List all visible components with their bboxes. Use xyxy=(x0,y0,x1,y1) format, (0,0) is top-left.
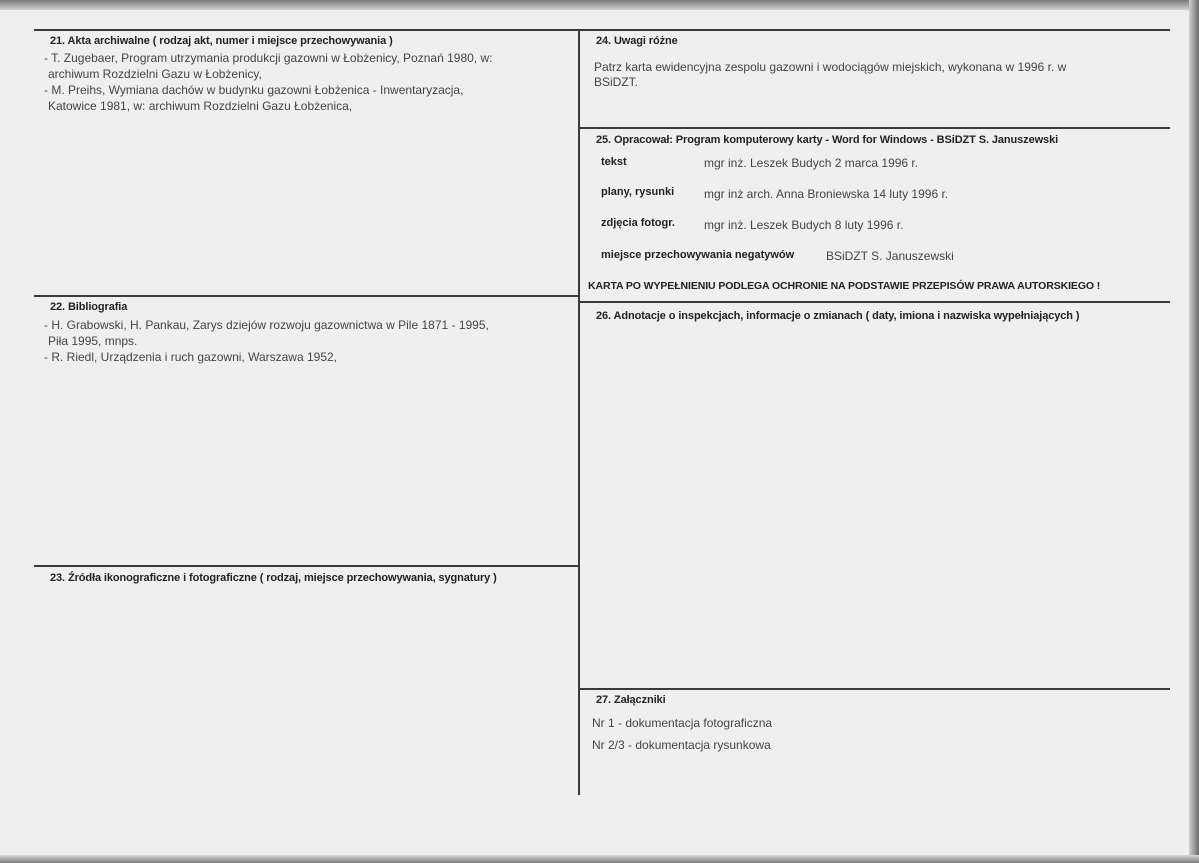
row-value-photos: mgr inż. Leszek Budych 8 luty 1996 r. xyxy=(704,218,904,232)
row-label-photos: zdjęcia fotogr. xyxy=(601,217,675,229)
rule-21-22 xyxy=(34,295,579,297)
section-27-title: 27. Załączniki xyxy=(596,694,666,706)
bibliography-line: Piła 1995, mnps. xyxy=(48,334,138,348)
rule-24-25 xyxy=(579,127,1170,129)
rule-center xyxy=(578,29,580,795)
bibliography-line: - R. Riedl, Urządzenia i ruch gazowni, Warszawa 1952, xyxy=(44,350,338,364)
remarks-line: BSiDZT. xyxy=(594,75,639,89)
attachment-line: Nr 1 - dokumentacja fotograficzna xyxy=(592,716,773,730)
row-value-text: mgr inż. Leszek Budych 2 marca 1996 r. xyxy=(704,156,919,170)
rule-22-23 xyxy=(34,565,579,567)
copyright-notice: KARTA PO WYPEŁNIENIU PODLEGA OCHRONIE NA PODSTAWIE PRZEPISÓW PRAWA AUTORSKIEGO ! xyxy=(588,280,1101,292)
archive-line: Katowice 1981, w: archiwum Rozdzielni Gazu Łobżenica, xyxy=(48,99,353,113)
archive-line: archiwum Rozdzielni Gazu w Łobżenicy, xyxy=(48,67,262,81)
archive-line: - M. Preihs, Wymiana dachów w budynku gazowni Łobżenica - Inwentaryzacja, xyxy=(44,83,464,97)
row-value-plans: mgr inż arch. Anna Broniewska 14 luty 1996 r. xyxy=(704,187,949,201)
rule-25-26 xyxy=(579,301,1170,303)
section-23-title: 23. Źródła ikonograficzne i fotograficzne ( rodzaj, miejsce przechowywania, sygnatury ) xyxy=(50,572,497,584)
row-label-plans: plany, rysunki xyxy=(601,186,675,198)
row-label-negatives: miejsce przechowywania negatywów xyxy=(601,249,795,261)
section-26-title: 26. Adnotacje o inspekcjach, informacje o zmianach ( daty, imiona i nazwiska wypełniających ) xyxy=(596,310,1080,322)
section-24-title: 24. Uwagi różne xyxy=(596,35,678,47)
rule-26-27 xyxy=(579,688,1170,690)
remarks-line: Patrz karta ewidencyjna zespolu gazowni i wodociągów miejskich, wykonana w 1996 r. w xyxy=(594,60,1067,74)
section-22-title: 22. Bibliografia xyxy=(50,301,128,313)
bibliography-line: - H. Grabowski, H. Pankau, Zarys dziejów rozwoju gazownictwa w Pile 1871 - 1995, xyxy=(44,318,489,332)
row-value-negatives: BSiDZT S. Januszewski xyxy=(826,249,954,263)
rule-top xyxy=(34,29,1170,31)
scan-edge-top xyxy=(0,0,1199,10)
attachment-line: Nr 2/3 - dokumentacja rysunkowa xyxy=(592,738,771,752)
row-label-text: tekst xyxy=(601,156,627,168)
section-25-title: 25. Opracował: Program komputerowy karty - Word for Windows - BSiDZT S. Januszewski xyxy=(596,134,1059,146)
scan-edge-right xyxy=(1189,0,1199,863)
section-21-title: 21. Akta archiwalne ( rodzaj akt, numer i miejsce przechowywania ) xyxy=(50,35,393,47)
scan-edge-bottom xyxy=(0,855,1199,863)
archive-line: - T. Zugebaer, Program utrzymania produkcji gazowni w Łobżenicy, Poznań 1980, w: xyxy=(44,51,493,65)
